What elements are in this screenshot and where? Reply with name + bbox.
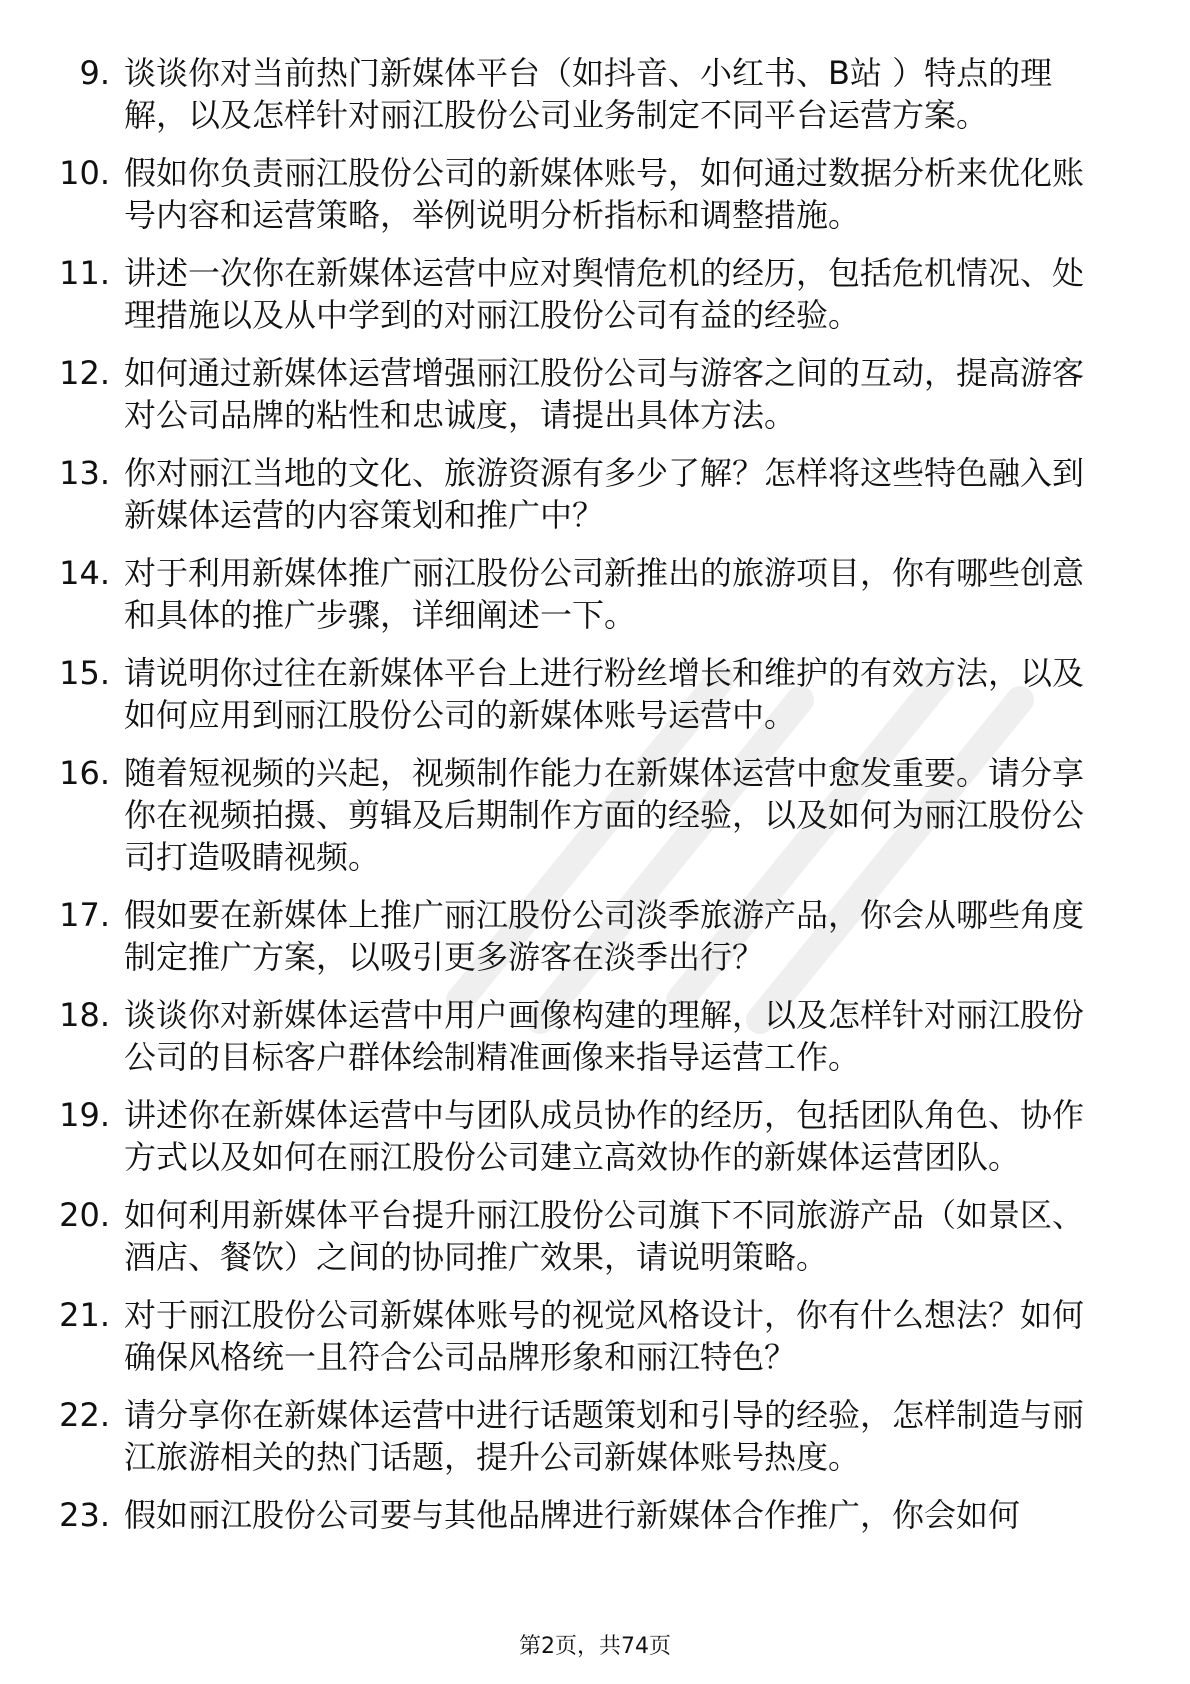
question-list bbox=[50, 52, 1100, 1552]
question-text: 谈谈你对当前热门新媒体平台（如抖音、小红书、B站 ）特点的理解，以及怎样针对丽江股份公司业务制定不同平台运营方案。 bbox=[124, 54, 1053, 134]
question-text: 你对丽江当地的文化、旅游资源有多少了解？怎样将这些特色融入到新媒体运营的内容策划和推广中？ bbox=[124, 454, 1085, 534]
question-item bbox=[50, 152, 1100, 236]
question-item bbox=[50, 552, 1100, 636]
question-number: 19. bbox=[59, 1096, 110, 1134]
question-number: 11. bbox=[59, 254, 110, 292]
question-item bbox=[50, 994, 1100, 1078]
question-number: 22. bbox=[59, 1396, 110, 1434]
question-number: 18. bbox=[59, 996, 110, 1034]
question-number: 16. bbox=[59, 754, 110, 792]
question-text: 请分享你在新媒体运营中进行话题策划和引导的经验，怎样制造与丽江旅游相关的热门话题，提升公司新媒体账号热度。 bbox=[124, 1396, 1085, 1476]
question-text: 请说明你过往在新媒体平台上进行粉丝增长和维护的有效方法，以及如何应用到丽江股份公司的新媒体账号运营中。 bbox=[124, 654, 1085, 734]
question-number: 21. bbox=[59, 1296, 110, 1334]
question-item bbox=[50, 452, 1100, 536]
question-text: 假如要在新媒体上推广丽江股份公司淡季旅游产品，你会从哪些角度制定推广方案，以吸引更多游客在淡季出行？ bbox=[124, 896, 1085, 976]
question-text: 假如丽江股份公司要与其他品牌进行新媒体合作推广，你会如何 bbox=[124, 1496, 1021, 1534]
question-item bbox=[50, 894, 1100, 978]
question-number: 10. bbox=[59, 154, 110, 192]
question-item bbox=[50, 1394, 1100, 1478]
question-text: 如何通过新媒体运营增强丽江股份公司与游客之间的互动，提高游客对公司品牌的粘性和忠诚度，请提出具体方法。 bbox=[124, 354, 1085, 434]
question-item bbox=[50, 652, 1100, 736]
question-number: 15. bbox=[59, 654, 110, 692]
question-number: 9. bbox=[79, 54, 110, 92]
question-item bbox=[50, 1194, 1100, 1278]
question-number: 17. bbox=[59, 896, 110, 934]
question-number: 12. bbox=[59, 354, 110, 392]
question-item bbox=[50, 1294, 1100, 1378]
question-number: 14. bbox=[59, 554, 110, 592]
question-text: 假如你负责丽江股份公司的新媒体账号，如何通过数据分析来优化账号内容和运营策略，举例说明分析指标和调整措施。 bbox=[124, 154, 1085, 234]
question-item bbox=[50, 52, 1100, 136]
question-item bbox=[50, 752, 1100, 878]
question-number: 13. bbox=[59, 454, 110, 492]
question-text: 谈谈你对新媒体运营中用户画像构建的理解，以及怎样针对丽江股份公司的目标客户群体绘制精准画像来指导运营工作。 bbox=[124, 996, 1085, 1076]
question-text: 如何利用新媒体平台提升丽江股份公司旗下不同旅游产品（如景区、酒店、餐饮）之间的协同推广效果，请说明策略。 bbox=[124, 1196, 1085, 1276]
question-text: 对于丽江股份公司新媒体账号的视觉风格设计，你有什么想法？如何确保风格统一且符合公司品牌形象和丽江特色？ bbox=[124, 1296, 1085, 1376]
question-item bbox=[50, 352, 1100, 436]
question-number: 23. bbox=[59, 1496, 110, 1534]
question-text: 随着短视频的兴起，视频制作能力在新媒体运营中愈发重要。请分享你在视频拍摄、剪辑及后期制作方面的经验，以及如何为丽江股份公司打造吸睛视频。 bbox=[124, 754, 1085, 876]
question-item bbox=[50, 1094, 1100, 1178]
question-text: 讲述你在新媒体运营中与团队成员协作的经历，包括团队角色、协作方式以及如何在丽江股份公司建立高效协作的新媒体运营团队。 bbox=[124, 1096, 1085, 1176]
question-item bbox=[50, 1494, 1100, 1536]
question-text: 对于利用新媒体推广丽江股份公司新推出的旅游项目，你有哪些创意和具体的推广步骤，详细阐述一下。 bbox=[124, 554, 1085, 634]
question-text: 讲述一次你在新媒体运营中应对舆情危机的经历，包括危机情况、处理措施以及从中学到的对丽江股份公司有益的经验。 bbox=[124, 254, 1085, 334]
question-item bbox=[50, 252, 1100, 336]
page-number: 第2页，共74页 bbox=[519, 1634, 671, 1659]
question-number: 20. bbox=[59, 1196, 110, 1234]
